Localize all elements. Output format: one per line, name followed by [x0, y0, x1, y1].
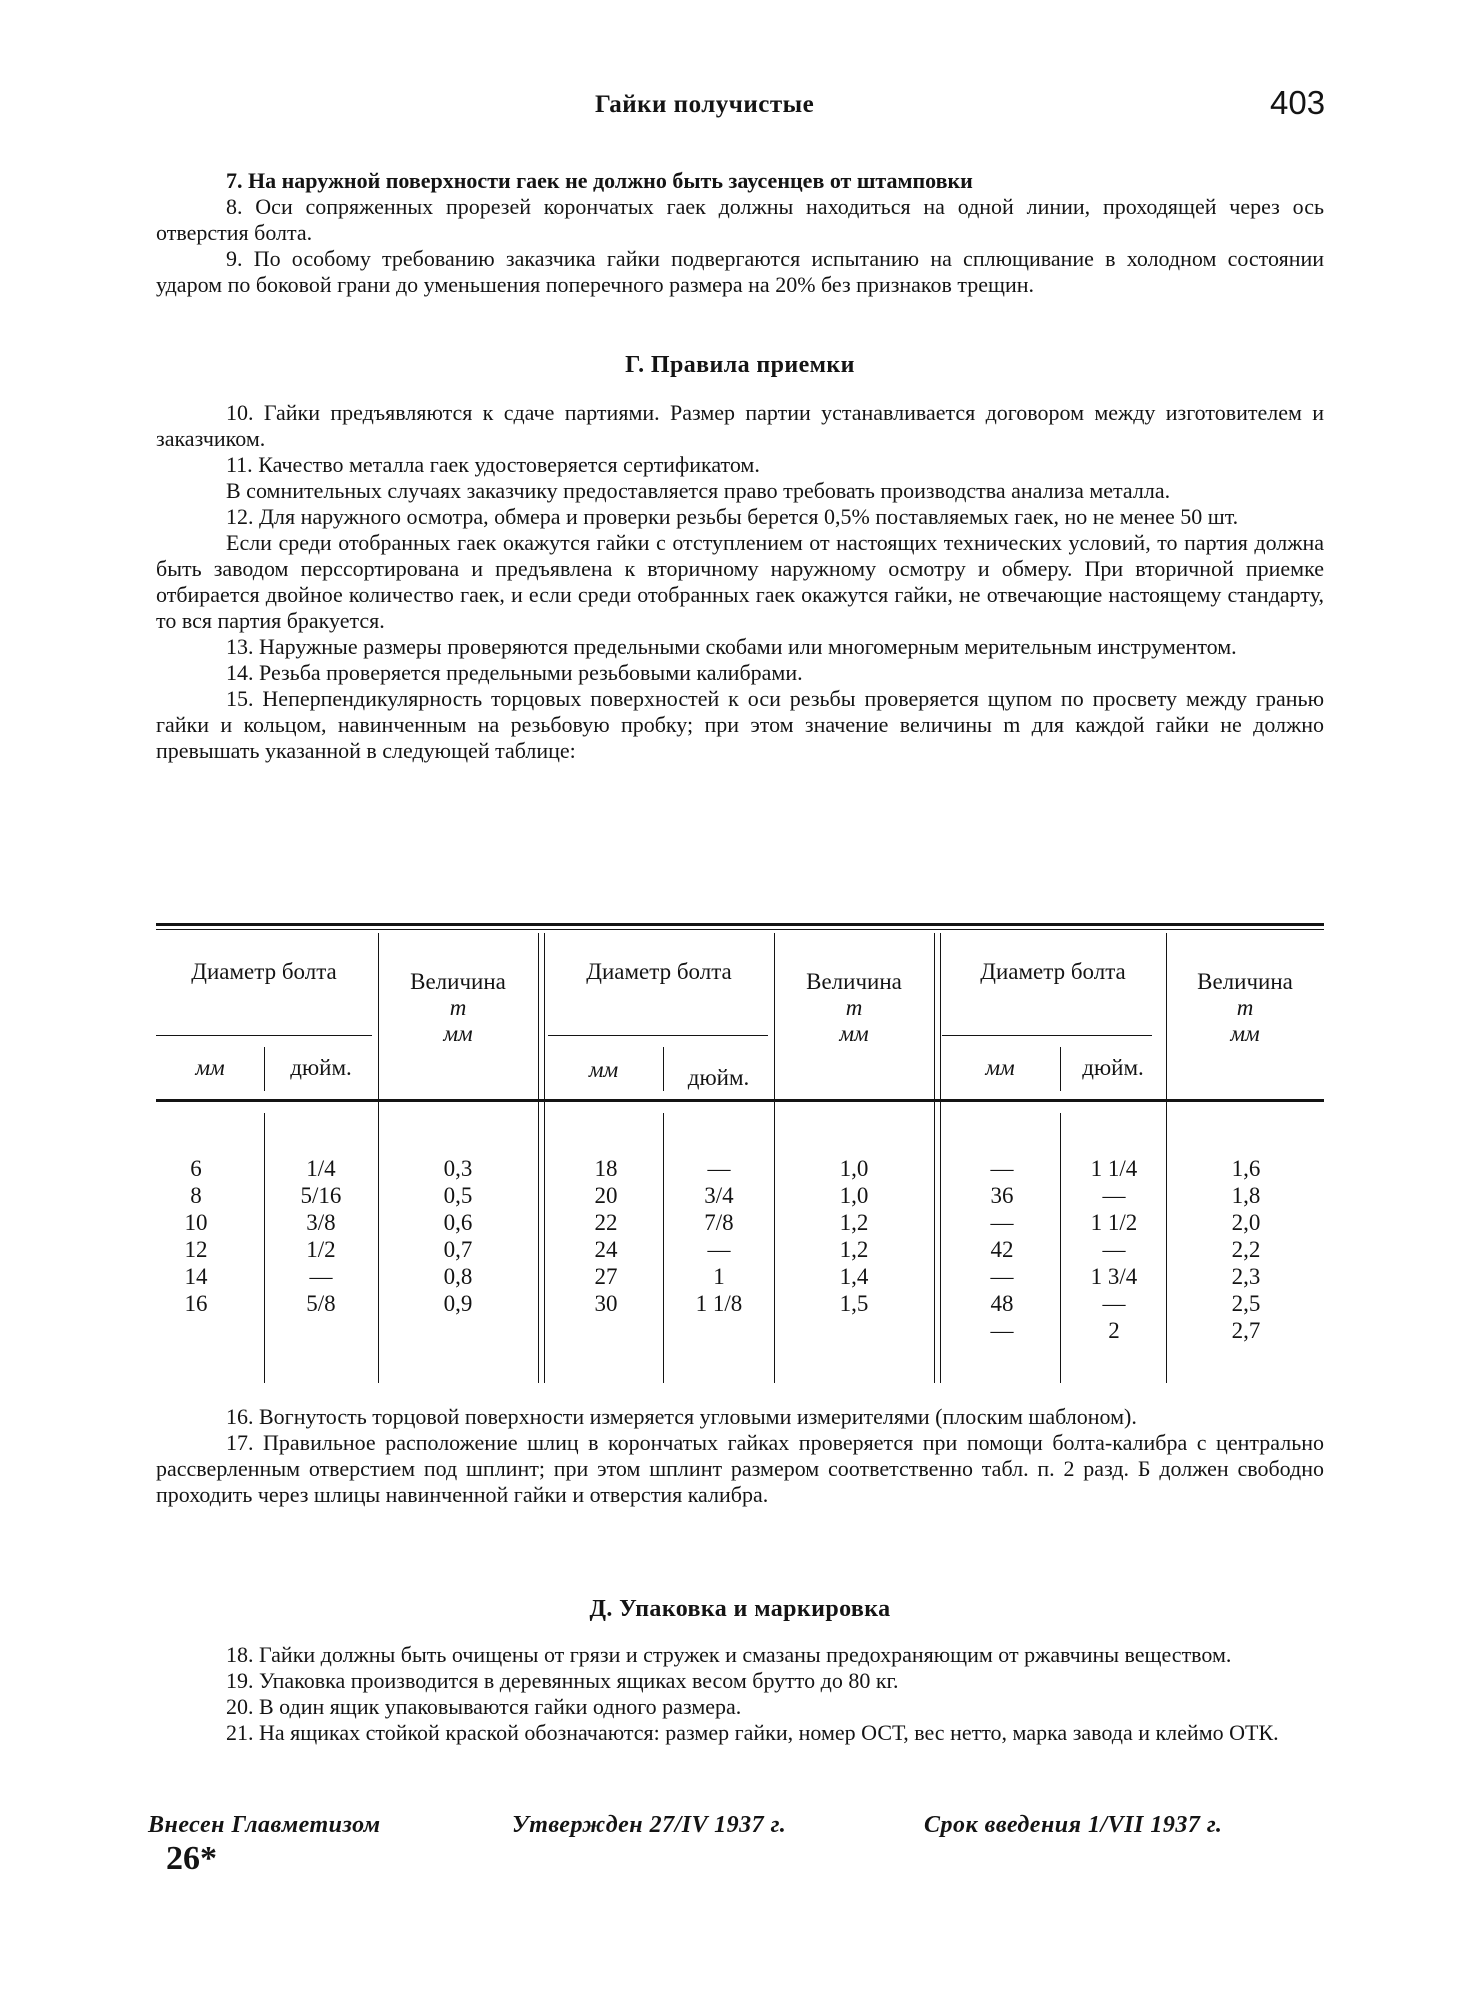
diam-subrule-3 [942, 1035, 1152, 1036]
col-inch-group-1: 1/4 5/16 3/8 1/2 — 5/8 [300, 1156, 342, 1316]
acceptance-block [156, 400, 1324, 764]
paragraph-9: 9. По особому требованию заказчика гайки подвергаются испытанию на сплющивание в холодном состоянии ударом по боковой грани до уменьшения поперечного размера на 20% без признаков трещин. [156, 246, 1325, 297]
paragraph-11-note: В сомнительных случаях заказчику предоставляется право требовать производства анализа металла. [226, 478, 1171, 503]
header-magnitude-1: Величина m мм [410, 969, 506, 1046]
packaging-block [156, 1642, 1324, 1746]
vrule-mm-inch-3 [1060, 1113, 1061, 1383]
header-diameter-2: Диаметр болта [586, 959, 732, 984]
vrule-group-2b [940, 933, 941, 1383]
paragraph-21: 21. На ящиках стойкой краской обозначаются: размер гайки, номер ОСТ, вес нетто, марка завода и клеймо ОТК. [226, 1720, 1279, 1745]
vrule-group-1b [544, 933, 545, 1383]
paragraph-17: 17. Правильное расположение шлиц в корончатых гайках проверяется при помощи болта-калибра с центрально рассверленным отверстием под шплинт; при этом шплинт размером соответственно табл. п. 2 разд. Б должен свободно проходить через шлицы навинченной гайки и отверстия калибра. [156, 1430, 1324, 1507]
footer-effective: Срок введения 1/VII 1937 г. [924, 1812, 1223, 1838]
paragraph-8: 8. Оси сопряженных прорезей корончатых гаек должны находиться на одной линии, проходящей через ось отверстия болта. [156, 194, 1324, 245]
header-magnitude-3: Величина m мм [1197, 969, 1293, 1046]
paragraph-14: 14. Резьба проверяется предельными резьбовыми калибрами. [226, 660, 803, 685]
paragraph-18: 18. Гайки должны быть очищены от грязи и стружек и смазаны предохраняющим от ржавчины веществом. [226, 1642, 1232, 1667]
perpendicularity-table [156, 923, 1324, 1391]
header-mm-2: мм [588, 1057, 619, 1082]
col-mm-group-1: 6 8 10 12 14 16 [184, 1156, 208, 1316]
signature-mark: 26* [166, 1840, 217, 1877]
paragraph-20: 20. В один ящик упаковываются гайки одного размера. [226, 1694, 742, 1719]
measurement-block [156, 1404, 1324, 1508]
footer-approved: Утвержден 27/IV 1937 г. [512, 1812, 787, 1838]
header-inch-2: дюйм. [687, 1065, 750, 1090]
paragraph-15: 15. Неперпендикулярность торцовых поверхностей к оси резьбы проверяется щупом по просвету между гранью гайки и кольцом, навинченным на резьбовую пробку; при этом значение величины m для каждой гайки не должно превышать указанной в следующей таблице: [156, 686, 1325, 763]
col-mm-group-3: — 36 — 42 — 48 — [990, 1156, 1014, 1343]
header-inch-3: дюйм. [1082, 1055, 1144, 1080]
vrule-mm-inch-2 [663, 1113, 664, 1383]
header-diameter-1: Диаметр болта [191, 959, 337, 984]
header-mm-3: мм [985, 1055, 1015, 1080]
paragraph-12-note: Если среди отобранных гаек окажутся гайки с отступлением от настоящих технических условий, то партия должна быть заводом перссортирована и предъявлена к вторичному наружному осмотру и обмеру. При вторичной приемке отбирается двойное количество гаек, и если среди отобранных гаек окажутся гайки, не отвечающие настоящему стандарту, то вся партия бракуется. [156, 530, 1324, 633]
diam-subrule-2 [548, 1035, 768, 1036]
paragraph-11: 11. Качество металла гаек удостоверяется сертификатом. [226, 452, 760, 477]
paragraph-19: 19. Упаковка производится в деревянных ящиках весом брутто до 80 кг. [226, 1668, 899, 1693]
header-magnitude-2: Величина m мм [806, 969, 902, 1046]
requirements-block [156, 168, 1324, 298]
page-number: 403 [1270, 84, 1326, 121]
col-mm-group-2: 18 20 22 24 27 30 [594, 1156, 618, 1316]
header-diameter-3: Диаметр болта [980, 959, 1126, 984]
section-heading-packaging: Д. Упаковка и маркировка [589, 1596, 891, 1622]
col-m-group-1: 0,3 0,5 0,6 0,7 0,8 0,9 [443, 1156, 473, 1316]
paragraph-10: 10. Гайки предъявляются к сдаче партиями. Размер партии устанавливается договором между изготовителем и заказчиком. [156, 400, 1324, 451]
header-mm-1: мм [195, 1055, 225, 1080]
paragraph-12: 12. Для наружного осмотра, обмера и проверки резьбы берется 0,5% поставляемых гаек, но не менее 50 шт. [226, 504, 1239, 529]
paragraph-16: 16. Вогнутость торцовой поверхности измеряется угловыми измерителями (плоским шаблоном). [226, 1404, 1137, 1429]
footer-introduced: Внесен Главметизом [148, 1812, 381, 1838]
paragraph-7: 7. На наружной поверхности гаек не должно быть заусенцев от штамповки [226, 168, 973, 193]
table-top-rule [156, 923, 1324, 926]
col-inch-group-2: — 3/4 7/8 — 1 1 1/8 [695, 1156, 743, 1316]
table-top-rule-thin [156, 929, 1324, 930]
col-m-group-2: 1,0 1,0 1,2 1,2 1,4 1,5 [839, 1156, 869, 1316]
section-heading-acceptance: Г. Правила приемки [625, 352, 855, 378]
col-inch-group-3: 1 1/4 — 1 1/2 — 1 3/4 — 2 [1090, 1156, 1138, 1343]
running-header-title: Гайки получистые [595, 91, 815, 118]
header-inch-1: дюйм. [290, 1055, 352, 1080]
table-header-rule [156, 1099, 1324, 1102]
col-m-group-3: 1,6 1,8 2,0 2,2 2,3 2,5 2,7 [1231, 1156, 1261, 1343]
diam-subrule-1 [156, 1035, 372, 1036]
vrule-group-2a [934, 933, 935, 1383]
paragraph-13: 13. Наружные размеры проверяются предельными скобами или многомерным мерительным инструментом. [226, 634, 1237, 659]
vrule-mm-inch-1 [264, 1113, 265, 1383]
vrule-group-1a [538, 933, 539, 1383]
